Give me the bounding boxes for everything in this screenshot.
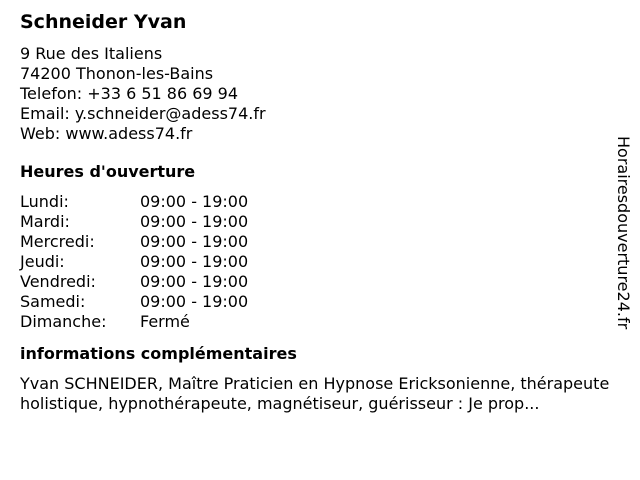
hours-day: Mardi: [20, 212, 70, 231]
hours-row-tuesday [20, 212, 620, 232]
contact-block [20, 44, 620, 144]
phone-number[interactable]: Telefon: +33 6 51 86 69 94 [20, 84, 239, 103]
address-city: 74200 Thonon-les-Bains [20, 64, 214, 83]
additional-info-title: informations complémentaires [20, 344, 297, 363]
opening-hours-title: Heures d'ouverture [20, 162, 196, 181]
hours-row-wednesday [20, 232, 620, 252]
hours-row-sunday [20, 312, 620, 332]
hours-time: 09:00 - 19:00 [140, 232, 249, 251]
website-link[interactable]: Web: www.adess74.fr [20, 124, 193, 143]
hours-time: 09:00 - 19:00 [140, 252, 249, 271]
hours-time: 09:00 - 19:00 [140, 272, 249, 291]
hours-day: Lundi: [20, 192, 69, 211]
hours-day: Dimanche: [20, 312, 107, 331]
hours-row-friday [20, 272, 620, 292]
hours-row-saturday [20, 292, 620, 312]
hours-day: Vendredi: [20, 272, 96, 291]
hours-time: Fermé [140, 312, 190, 331]
listing-card [20, 10, 620, 414]
hours-time: 09:00 - 19:00 [140, 192, 249, 211]
opening-hours-table [20, 192, 620, 332]
business-name: Schneider Yvan [20, 11, 187, 33]
hours-row-monday [20, 192, 620, 212]
hours-row-thursday [20, 252, 620, 272]
site-watermark: Horairesdouverture24.fr [614, 136, 633, 330]
hours-day: Mercredi: [20, 232, 95, 251]
hours-day: Jeudi: [20, 252, 65, 271]
hours-time: 09:00 - 19:00 [140, 292, 249, 311]
hours-time: 09:00 - 19:00 [140, 212, 249, 231]
hours-day: Samedi: [20, 292, 86, 311]
address-street: 9 Rue des Italiens [20, 44, 163, 63]
email-address[interactable]: Email: y.schneider@adess74.fr [20, 104, 266, 123]
additional-info-text: Yvan SCHNEIDER, Maître Praticien en Hypnose Ericksonienne, thérapeute holistique, hypnothérapeute, magnétiseur, guérisseur : Je prop... [20, 374, 610, 413]
